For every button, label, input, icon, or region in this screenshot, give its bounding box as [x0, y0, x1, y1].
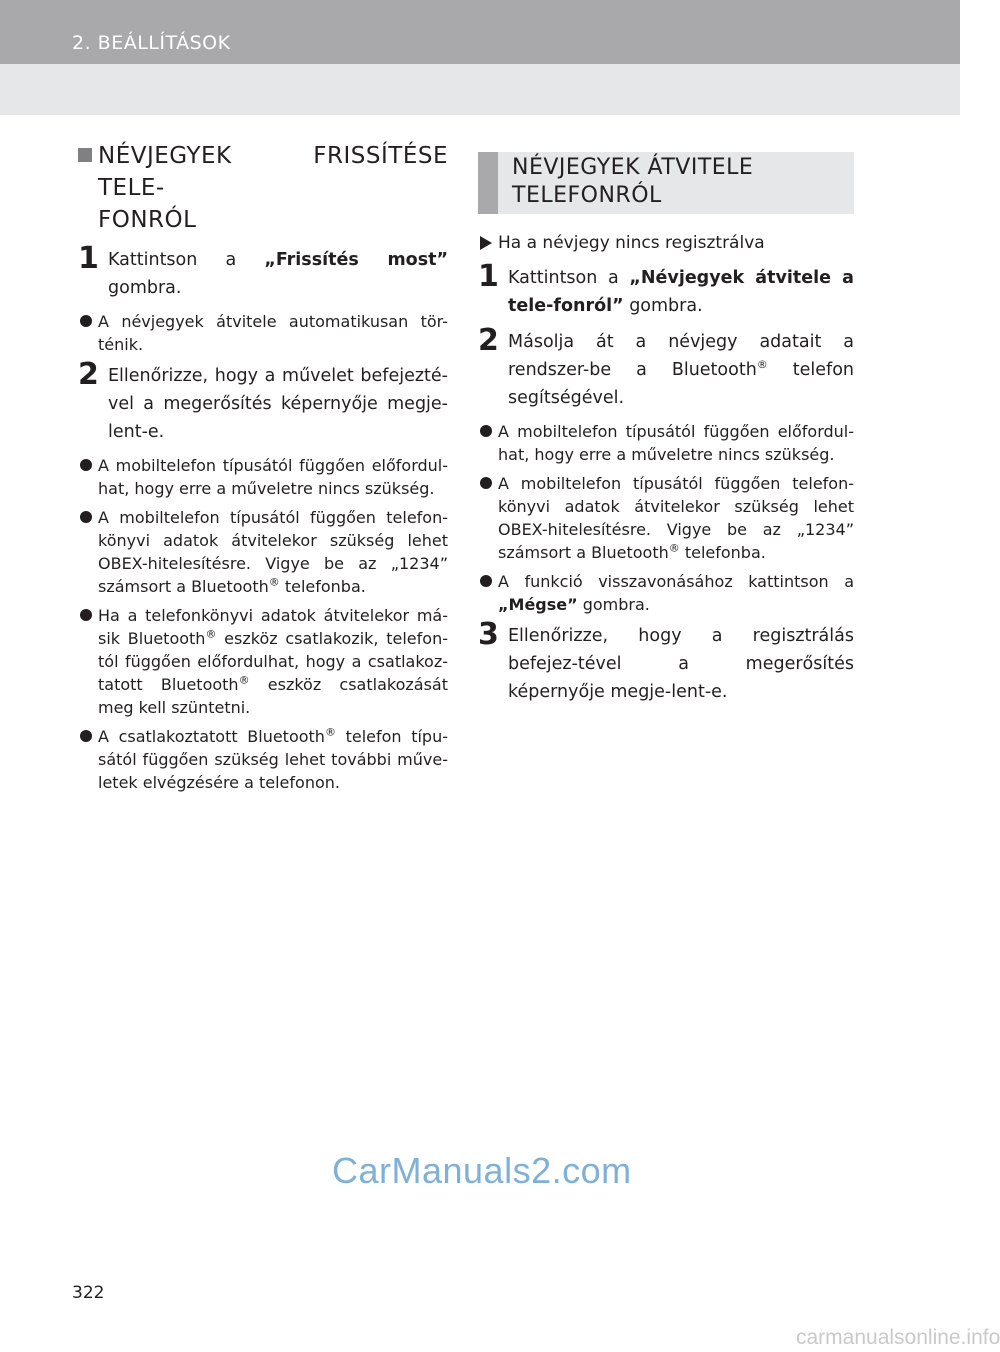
watermark-text: CarManuals2.com: [332, 1150, 632, 1191]
bullet-dot-icon: [80, 730, 92, 742]
header-accent-bar: [478, 152, 498, 214]
bullet-text-end: telefonba.: [679, 543, 766, 562]
step-text-end: gombra.: [108, 278, 182, 298]
bullet-dot-icon: [80, 511, 92, 523]
bullet-dot-icon: [80, 315, 92, 327]
bullet-dot-icon: [480, 575, 492, 587]
step-text: Másolja át a névjegy adatait a rendszer-be a Bluetooth: [508, 332, 854, 380]
button-name-transfer-from-phone: „Névjegyek átvitele a tele-fonról”: [508, 268, 854, 316]
registered-mark: ®: [668, 541, 680, 555]
right-column: [478, 152, 854, 714]
step-number: 1: [478, 259, 499, 294]
bullet-dot-icon: [480, 425, 492, 437]
bullet-text: A funkció visszavonásához kattintson a: [498, 572, 854, 591]
bullet-text: A névjegyek átvitele automatikusan tör-ténik.: [98, 312, 448, 354]
step-3: [478, 617, 854, 706]
step-1: [478, 259, 854, 320]
bullet-text: A mobiltelefon típusától függően előfordul-hat, hogy erre a műveletre nincs szükség.: [498, 422, 854, 464]
bullet-other-device: [78, 604, 448, 719]
button-name-update-now: „Frissítés most”: [264, 250, 448, 270]
step-number: 2: [78, 357, 99, 392]
step-text: Ellenőrizze, hogy a regisztrálás befejez-tével a megerősítés képernyője megje-lent-e.: [508, 626, 854, 702]
step-2: [478, 323, 854, 412]
bullet-text-end: eszköz csatlakozását meg kell szüntetni.: [98, 675, 448, 717]
bullet-obex-auth: [78, 506, 448, 598]
bullet-dot-icon: [80, 609, 92, 621]
header-band: [0, 64, 960, 115]
registered-mark: ®: [268, 575, 280, 589]
left-column: [78, 140, 448, 800]
registered-mark: ®: [756, 358, 768, 372]
step-number: 2: [478, 323, 499, 358]
site-watermark: carmanualsonline.info: [796, 1326, 1000, 1349]
condition-text: Ha a névjegy nincs regisztrálva: [498, 233, 765, 253]
page-number: 322: [72, 1283, 105, 1303]
bullet-cancel: [478, 570, 854, 616]
step-text: Kattintson a: [508, 268, 630, 288]
registered-mark: ®: [238, 673, 250, 687]
bullet-not-required: [78, 454, 448, 500]
button-name-cancel: „Mégse”: [498, 595, 578, 614]
registered-mark: ®: [205, 627, 217, 641]
section-header-line2: TELEFONRÓL: [512, 183, 662, 208]
step-number: 3: [478, 617, 499, 652]
step-text: Kattintson a: [108, 250, 265, 270]
step-1: [78, 241, 448, 302]
step-number: 1: [78, 241, 99, 276]
section-header-transfer-contacts: [478, 152, 854, 214]
square-bullet-icon: [78, 148, 92, 162]
bullet-dot-icon: [80, 459, 92, 471]
bullet-obex-auth: [478, 472, 854, 564]
section-title-line1: NÉVJEGYEK FRISSÍTÉSE TELE-: [98, 143, 448, 201]
step-text-end: gombra.: [623, 296, 703, 316]
step-text: Ellenőrizze, hogy a művelet befejezté-vel a megerősítés képernyője megje-lent-e.: [108, 366, 448, 442]
step-text-end: telefon segítségével.: [508, 360, 854, 408]
bullet-not-required: [478, 420, 854, 466]
bullet-text: Ha a telefonkönyvi adatok átvitelekor má-sik Bluetooth: [98, 606, 448, 648]
bullet-auto-transfer: [78, 310, 448, 356]
chapter-title: 2. BEÁLLÍTÁSOK: [72, 32, 231, 54]
condition-not-registered: [478, 230, 854, 256]
section-header-line1: NÉVJEGYEK ÁTVITELE: [512, 155, 754, 180]
bullet-text-end: telefonba.: [279, 577, 366, 596]
section-title-line2: FONRÓL: [98, 207, 197, 233]
triangle-arrow-icon: [480, 236, 492, 250]
registered-mark: ®: [324, 725, 336, 739]
bullet-dot-icon: [480, 477, 492, 489]
bullet-further-ops: [78, 725, 448, 794]
step-2: [78, 357, 448, 446]
bullet-text-end: telefon típu-sától függően szükség lehet további műve-letek elvégzésére a telefonon.: [98, 727, 448, 792]
bullet-text: A mobiltelefon típusától függően telefon-könyvi adatok átvitelekor szükség lehet OBEX-hitelesítésre. Vigye be az „1234” számsort a Bluetooth: [498, 474, 854, 562]
bullet-text-mid: eszköz csatlakozik, telefon-tól függően előfordulhat, hogy a csatlakoz-tatott Bluetooth: [98, 629, 448, 694]
bullet-text: A mobiltelefon típusától függően telefon-könyvi adatok átvitelekor szükség lehet OBEX-hitelesítésre. Vigye be az „1234” számsort a Bluetooth: [98, 508, 448, 596]
header-bar: [0, 0, 960, 64]
bullet-text: A mobiltelefon típusától függően előfordul-hat, hogy erre a műveletre nincs szükség.: [98, 456, 448, 498]
bullet-text: A csatlakoztatott Bluetooth: [98, 727, 325, 746]
section-title-update-contacts: [78, 140, 448, 236]
bullet-text-end: gombra.: [577, 595, 650, 614]
